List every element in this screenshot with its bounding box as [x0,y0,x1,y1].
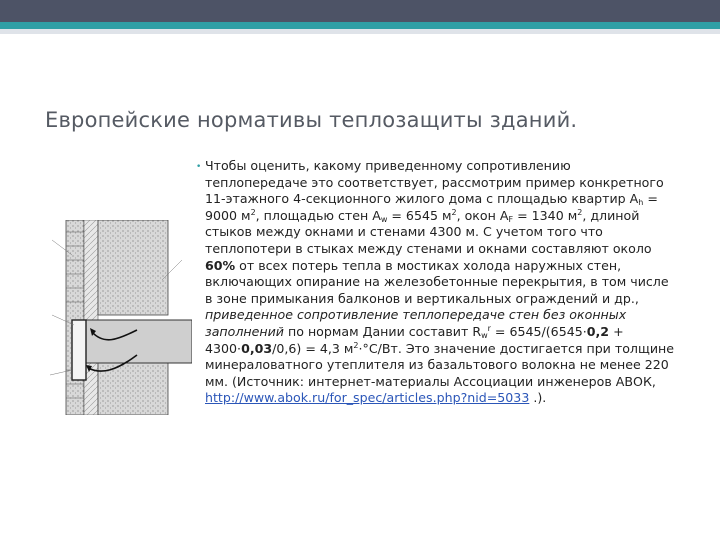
wall-joint-diagram [42,220,192,415]
floor-slab [72,320,192,363]
header-band-dark [0,0,720,22]
slide-title: Европейские нормативы теплозащиты зданий. [45,108,578,132]
source-link[interactable]: http://www.abok.ru/for_spec/articles.php?nid=5033 [205,390,530,406]
brick-wall [66,220,84,415]
header-band-accent [0,22,720,29]
bullet-paragraph [196,158,675,407]
window-frame [72,320,86,380]
inner-wall [98,220,168,315]
insulation-layer [84,220,98,415]
bullet-marker: • [196,162,202,172]
paragraph-text: Чтобы оценить, какому приведенному сопротивлению теплопередаче это соответствует, рассмотрим пример конкретного 11-этажного 4-секционного жилого дома с площадью квартир $А_h = 9000$ $м^2$, площадью стен $А_w = 6545$ $м^2$, окон $А_F = 1340$ $м^2$, длиной стыков между окнами и стенами 4300 м. С учетом того что теплопотери в стыках между стенами и окнами составляют около 60% от всех потерь тепла в мостиках холода наружных стен, включающих опирание на железобетонные перекрытия, в том числе в зоне примыкания балконов и вертикальных ограждений и др., приведенное сопротивление теплопередаче стен без оконных заполнений по нормам Дании составит $R_w^r = 6545/(6545\cdot 0,2 + 4300\cdot 0,03/0,6) = 4,3$ $м^2\cdot^\circ С/Вт$. Это значение достигается при толщине минераловатного утеплителя из базальтового волокна не менее 220 мм. (Источник: интернет-материалы Ассоциации инженеров АВОК, http://www.abok.ru/for_spec/articles.php?nid=5033 .). [205,158,674,406]
header-band-light [0,29,720,34]
